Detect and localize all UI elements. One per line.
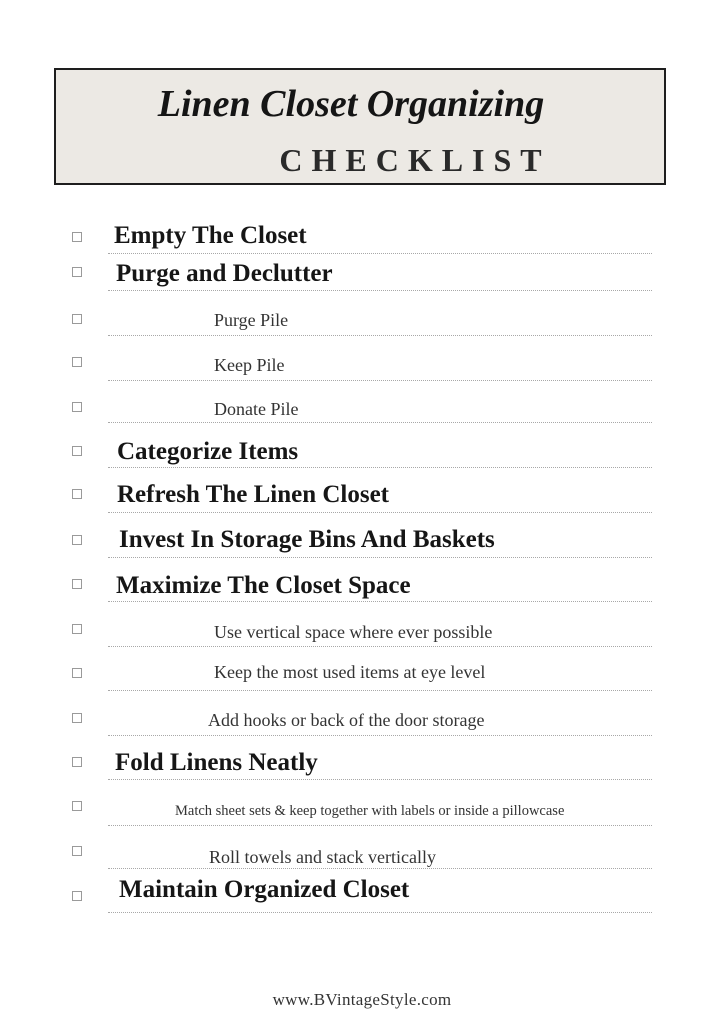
dotted-divider [108, 868, 652, 869]
dotted-divider [108, 825, 652, 826]
checkbox[interactable] [72, 891, 82, 901]
dotted-divider [108, 512, 652, 513]
dotted-divider [108, 290, 652, 291]
checkbox[interactable] [72, 446, 82, 456]
checklist-subitem-label: Add hooks or back of the door storage [208, 710, 485, 730]
checklist-item-label: Purge and Declutter [116, 260, 333, 287]
checkbox[interactable] [72, 579, 82, 589]
checklist-subitem-label: Use vertical space where ever possible [214, 622, 493, 642]
dotted-divider [108, 912, 652, 913]
checklist-subitem-label: Roll towels and stack vertically [209, 847, 436, 867]
dotted-divider [108, 422, 652, 423]
dotted-divider [108, 601, 652, 602]
page-title: Linen Closet Organizing [157, 83, 545, 125]
dotted-divider [108, 380, 652, 381]
checklist-item-label: Maintain Organized Closet [119, 876, 410, 903]
checklist-item-label: Categorize Items [117, 438, 299, 465]
checklist-subitem-label: Donate Pile [214, 399, 299, 419]
checkbox[interactable] [72, 757, 82, 767]
checkbox[interactable] [72, 535, 82, 545]
checklist-subitem-label: Keep the most used items at eye level [214, 662, 486, 682]
checklist-subitem-label: Purge Pile [214, 310, 289, 330]
checkbox[interactable] [72, 668, 82, 678]
checklist-subitem-label: Match sheet sets & keep together with labels or inside a pillowcase [175, 803, 565, 819]
checklist-item-label: Invest In Storage Bins And Baskets [119, 526, 495, 553]
dotted-divider [108, 779, 652, 780]
checkbox[interactable] [72, 489, 82, 499]
checkbox[interactable] [72, 801, 82, 811]
checkbox[interactable] [72, 314, 82, 324]
checklist-subitem-label: Keep Pile [214, 355, 285, 375]
checklist-item-label: Maximize The Closet Space [116, 572, 411, 599]
dotted-divider [108, 557, 652, 558]
dotted-divider [108, 646, 652, 647]
checkbox[interactable] [72, 846, 82, 856]
checklist-item-label: Refresh The Linen Closet [117, 481, 389, 508]
header-box [54, 68, 666, 185]
page-subtitle: CHECKLIST [279, 142, 551, 178]
dotted-divider [108, 735, 652, 736]
checkbox[interactable] [72, 624, 82, 634]
checklist-item-label: Fold Linens Neatly [115, 749, 318, 776]
checkbox[interactable] [72, 713, 82, 723]
checklist-item-label: Empty The Closet [114, 222, 307, 249]
dotted-divider [108, 253, 652, 254]
checkbox[interactable] [72, 402, 82, 412]
dotted-divider [108, 335, 652, 336]
dotted-divider [108, 690, 652, 691]
checkbox[interactable] [72, 267, 82, 277]
dotted-divider [108, 467, 652, 468]
checkbox[interactable] [72, 232, 82, 242]
checkbox[interactable] [72, 357, 82, 367]
footer-website: www.BVintageStyle.com [272, 990, 452, 1009]
